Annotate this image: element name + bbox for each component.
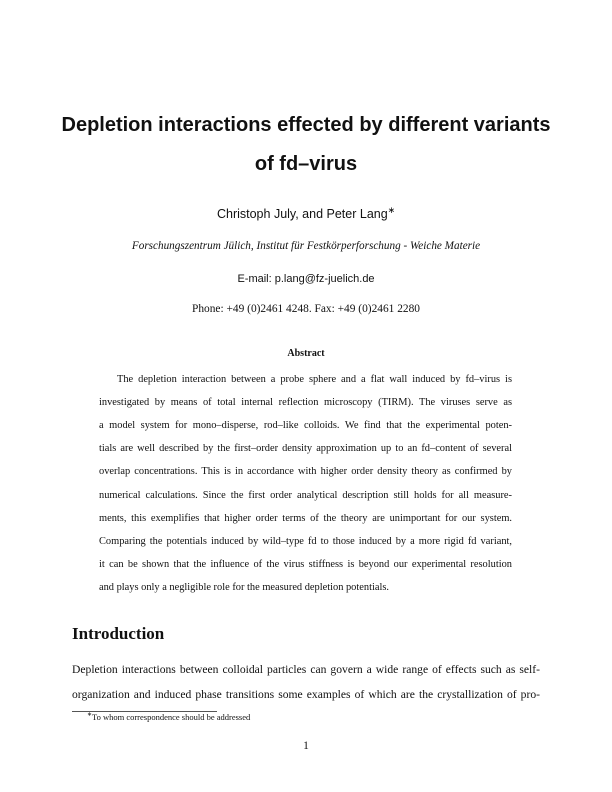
abstract-line: tials are well described by the first–order density approximation up to an fd–content of several	[99, 443, 512, 454]
author-names: Christoph July, and Peter Lang	[216, 207, 388, 221]
abstract-line: Comparing the potentials induced by wild–type fd to those induced by a more rigid fd variant,	[99, 536, 512, 547]
section-heading-introduction: Introduction	[72, 624, 165, 643]
author-footnote-marker: ∗	[387, 204, 396, 215]
abstract-line: numerical calculations. Since the first order analytical description still holds for all measure-	[99, 490, 512, 501]
abstract-line: ments, this exemplifies that higher order terms of the theory are unimportant for our system.	[99, 513, 512, 524]
abstract-line: it can be shown that the influence of the virus stiffness is beyond our experimental resolution	[99, 559, 512, 570]
phone-fax-line: Phone: +49 (0)2461 4248. Fax: +49 (0)2461 2280	[192, 303, 420, 315]
author-list	[0, 204, 612, 221]
abstract-line: investigated by means of total internal reflection microscopy (TIRM). The viruses serve as	[99, 397, 512, 408]
page-number: 1	[303, 740, 309, 752]
body-line: organization and induced phase transitions some examples of which are the crystallization of pro-	[72, 688, 540, 701]
footnote-marker: ∗	[87, 712, 92, 719]
footnote-text: To whom correspondence should be addressed	[91, 712, 251, 722]
abstract-heading: Abstract	[287, 348, 325, 359]
abstract-line: overlap concentrations. This is in accordance with higher order density theory as confirmed by	[99, 466, 512, 477]
paper-title-line-2: of fd–virus	[254, 153, 358, 175]
email-line: E-mail: p.lang@fz-juelich.de	[237, 273, 375, 285]
paper-title-line-1: Depletion interactions effected by different variants	[61, 114, 551, 136]
abstract-line: and plays only a negligible role for the measured depletion potentials.	[99, 582, 389, 593]
abstract-line: a model system for mono–disperse, rod–like colloids. We find that the experimental poten-	[99, 420, 512, 431]
footnote	[87, 712, 250, 722]
body-line: Depletion interactions between colloidal particles can govern a wide range of effects such as self-	[72, 663, 540, 676]
abstract-line: The depletion interaction between a probe sphere and a flat wall induced by fd–virus is	[117, 374, 512, 385]
affiliation: Forschungszentrum Jülich, Institut für Festkörperforschung - Weiche Materie	[131, 240, 481, 252]
